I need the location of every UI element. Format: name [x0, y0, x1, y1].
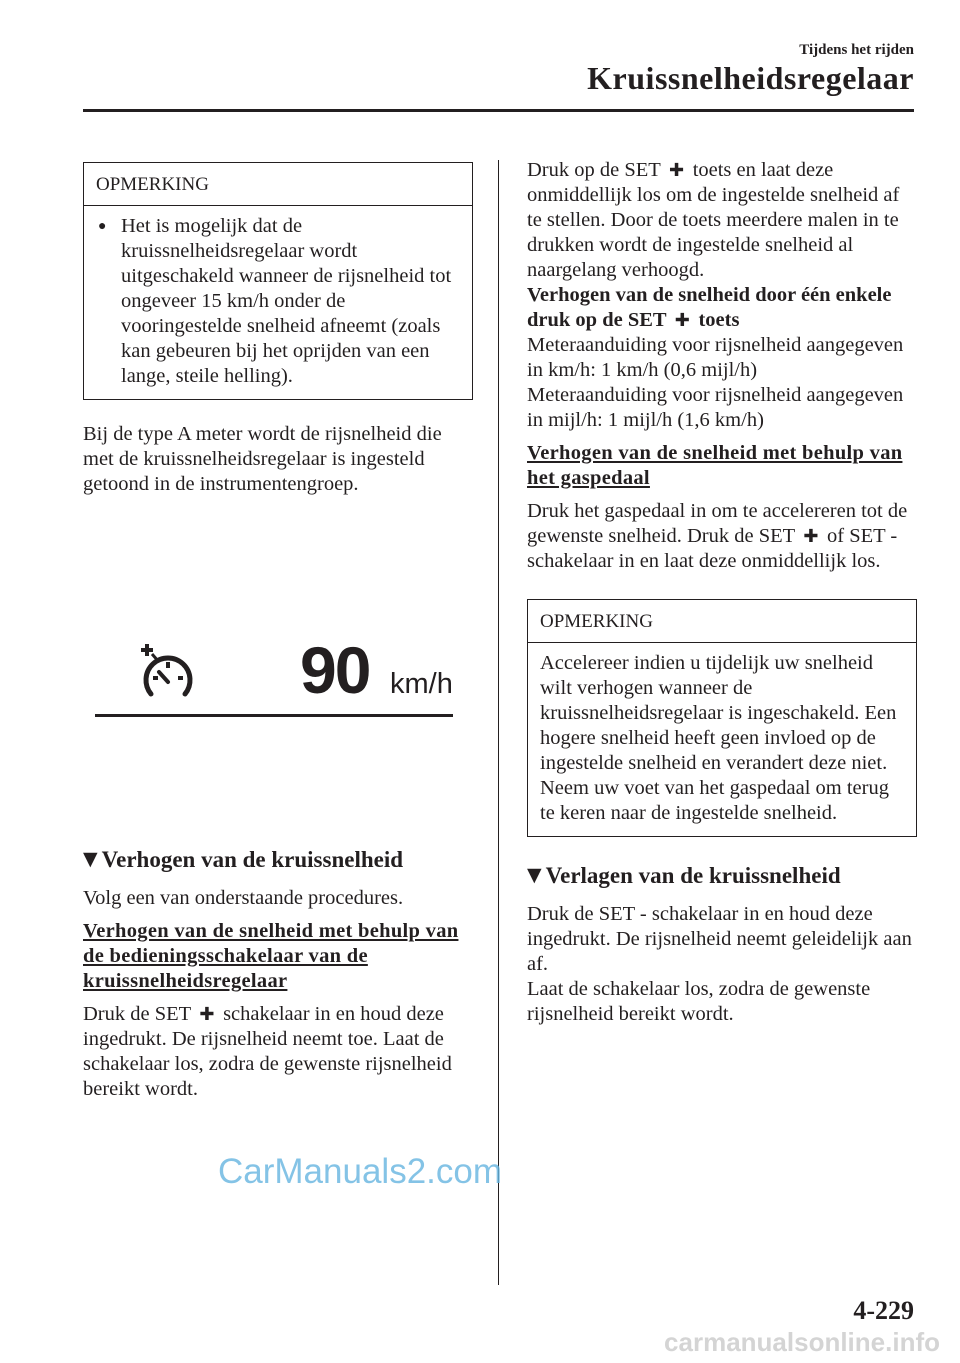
bullet-text: Het is mogelijk dat de kruissnelheidsregelaar wordt uitgeschakeld wanneer de rijsnelheid tot ongeveer 15 km/h onder de vooringestelde snelheid afneemt (zoals kan gebeuren bij het oprijden van een lange, steile helling). [121, 215, 452, 387]
paragraph [83, 1002, 473, 1102]
display-rule [95, 714, 453, 717]
left-column-lower [83, 847, 473, 1102]
column-divider [498, 160, 499, 1285]
heading-text: Verlagen van de kruissnelheid [545, 863, 841, 888]
note-box-1 [83, 162, 473, 400]
right-column [527, 158, 917, 1027]
text-run: toets en laat deze onmiddellijk los om de ingestelde snelheid af te stellen. Door de toets meerdere malen in te drukken wordt de ingestelde snelheid al naargelang verhoogd. [527, 159, 900, 281]
note-body [528, 643, 916, 836]
subheading: Verhogen van de snelheid met behulp van het gaspedaal [527, 442, 903, 489]
watermark: CarManuals2.com [218, 1152, 502, 1191]
heading-text: Verhogen van de kruissnelheid [101, 847, 404, 872]
text-run: Druk op de SET [527, 159, 661, 181]
plus-icon: ✚ [199, 1004, 215, 1025]
note-box-2 [527, 599, 917, 837]
paragraph [527, 499, 917, 574]
note-title: OPMERKING [84, 163, 472, 206]
paragraph: Bij de type A meter wordt de rijsnelheid die met de kruissnelheidsregelaar is ingesteld getoond in de instrumentengroep. [83, 423, 442, 495]
text-run: Druk de SET [83, 1003, 191, 1025]
site-watermark: carmanualsonline.info [664, 1327, 940, 1357]
section-heading [527, 863, 917, 888]
paragraph: Volg een van onderstaande procedures. [83, 887, 404, 909]
paragraph [527, 158, 917, 283]
paragraph: Meteraanduiding voor rijsnelheid aangegeven in km/h: 1 km/h (0,6 mijl/h) [527, 334, 904, 381]
note-text: Accelereer indien u tijdelijk uw snelheid wilt verhogen wanneer de kruissnelheidsregelaar is ingeschakeld. Een hogere snelheid heeft geen invloed op de ingestelde snelheid en verandert deze niet. [540, 652, 897, 774]
text-run: Verhogen van de snelheid door één enkele druk op de SET [527, 284, 892, 331]
text-run: toets [698, 309, 740, 331]
left-column [83, 162, 473, 497]
text-run: schakelaar in en houd deze ingedrukt. De rijsnelheid neemt toe. Laat de schakelaar los, zodra de gewenste rijsnelheid bereikt wordt. [83, 1003, 452, 1100]
plus-icon: ✚ [669, 160, 685, 181]
bullet-item [96, 214, 460, 389]
page-title: Kruissnelheidsregelaar [587, 60, 914, 96]
subheading: Verhogen van de snelheid met behulp van de bedieningsschakelaar van de kruissnelheidsregelaar [83, 920, 459, 992]
triangle-icon: ▼ [527, 864, 542, 886]
note-body [84, 206, 472, 399]
triangle-icon: ▼ [83, 848, 98, 870]
note-text: Neem uw voet van het gaspedaal om terug te keren naar de ingestelde snelheid. [540, 777, 889, 824]
speed-value: 90 [300, 633, 370, 707]
bullet-icon: ● [98, 219, 107, 234]
note-title: OPMERKING [528, 600, 916, 643]
header-section: Tijdens het rijden [799, 42, 914, 58]
plus-icon: ✚ [674, 310, 690, 331]
section-heading [83, 847, 473, 872]
text-run: Druk het gaspedaal in om te accelereren tot de gewenste snelheid. Druk de SET [527, 500, 908, 547]
paragraph: Meteraanduiding voor rijsnelheid aangegeven in mijl/h: 1 mijl/h (1,6 km/h) [527, 384, 904, 431]
bold-paragraph [527, 283, 917, 333]
header-rule [83, 109, 914, 112]
speed-unit: km/h [390, 668, 453, 700]
speed-display [95, 633, 455, 720]
page-number: 4-229 [853, 1296, 914, 1325]
plus-icon: ✚ [803, 526, 819, 547]
paragraph: Druk de SET - schakelaar in en houd deze ingedrukt. De rijsnelheid neemt geleidelijk aan af. [527, 903, 912, 975]
cruise-speedometer-icon [139, 640, 197, 704]
paragraph: Laat de schakelaar los, zodra de gewenste rijsnelheid bereikt wordt. [527, 978, 871, 1025]
text-run: of SET - schakelaar in en laat deze onmiddellijk los. [527, 525, 898, 572]
